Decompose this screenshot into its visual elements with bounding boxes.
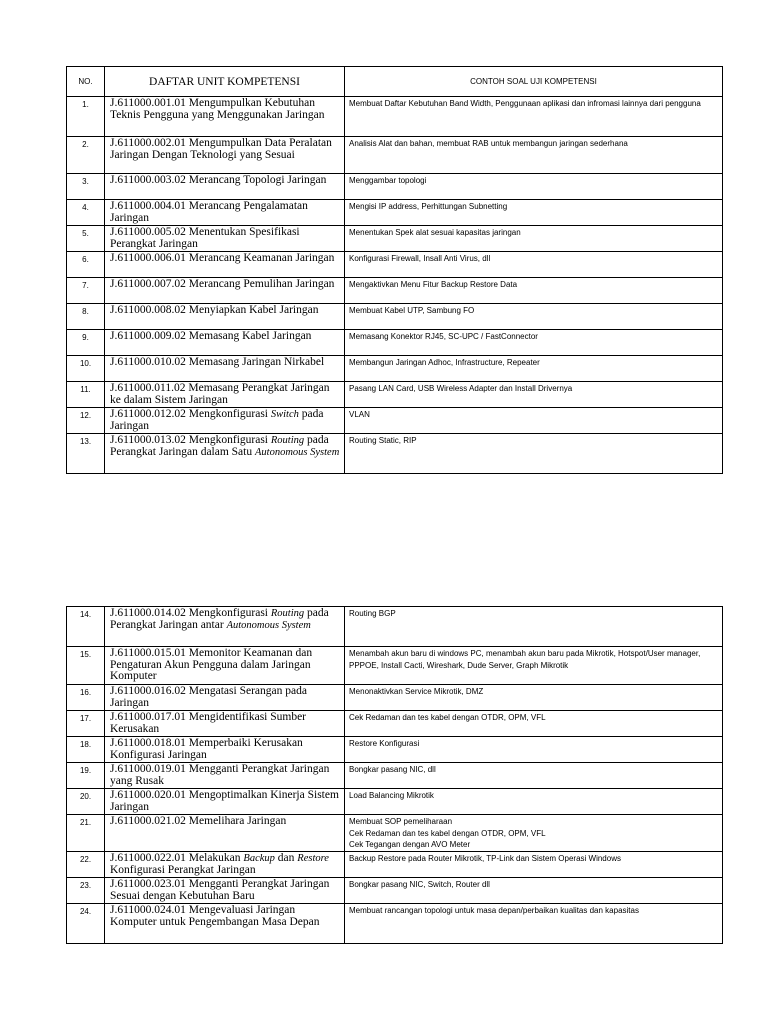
unit-text-part: dan [274, 852, 298, 864]
table-row [67, 97, 723, 137]
contoh-soal-cell: Cek Redaman dan tes kabel dengan OTDR, OPM, VFL [345, 711, 723, 737]
unit-kompetensi-cell: J.611000.020.01 Mengoptimalkan Kinerja Sistem Jaringan [105, 789, 345, 815]
row-number: 14. [67, 607, 105, 647]
table-row [67, 408, 723, 434]
contoh-soal-cell: Menonaktivkan Service Mikrotik, DMZ [345, 685, 723, 711]
table-row [67, 647, 723, 685]
table-row [67, 200, 723, 226]
contoh-soal-cell: Mengisi IP address, Perhittungan Subnetting [345, 200, 723, 226]
row-number: 19. [67, 763, 105, 789]
row-number: 5. [67, 226, 105, 252]
contoh-soal-cell: Membuat rancangan topologi untuk masa depan/perbaikan kualitas dan kapasitas [345, 904, 723, 944]
table-row [67, 137, 723, 174]
contoh-soal-cell: Memasang Konektor RJ45, SC-UPC / FastConnector [345, 330, 723, 356]
table-header-row [67, 67, 723, 97]
unit-term-italic: Routing [270, 435, 305, 446]
table-row [67, 226, 723, 252]
contoh-soal-cell: Mengaktivkan Menu Fitur Backup Restore Data [345, 278, 723, 304]
table-row [67, 711, 723, 737]
unit-term-italic: Backup [243, 853, 275, 864]
unit-kompetensi-cell: J.611000.018.01 Memperbaiki Kerusakan Konfigurasi Jaringan [105, 737, 345, 763]
unit-text-part: pada Jaringan [110, 408, 324, 432]
table-row [67, 815, 723, 852]
unit-kompetensi-cell: J.611000.001.01 Mengumpulkan Kebutuhan Teknis Pengguna yang Menggunakan Jaringan [105, 97, 345, 137]
unit-kompetensi-cell: J.611000.024.01 Mengevaluasi Jaringan Komputer untuk Pengembangan Masa Depan [105, 904, 345, 944]
row-number: 4. [67, 200, 105, 226]
unit-kompetensi-cell: J.611000.006.01 Merancang Keamanan Jaringan [105, 252, 345, 278]
unit-text-part: pada Perangkat Jaringan dalam Satu [110, 434, 329, 458]
table-row [67, 878, 723, 904]
contoh-soal-cell: Backup Restore pada Router Mikrotik, TP-Link dan Sistem Operasi Windows [345, 852, 723, 878]
unit-kompetensi-cell: J.611000.016.02 Mengatasi Serangan pada Jaringan [105, 685, 345, 711]
contoh-soal-cell [345, 815, 723, 852]
row-number: 10. [67, 356, 105, 382]
unit-term-italic: Autonomous System [255, 446, 340, 458]
contoh-soal-cell: Bongkar pasang NIC, Switch, Router dll [345, 878, 723, 904]
competency-table-2 [66, 606, 723, 944]
unit-kompetensi-cell: J.611000.007.02 Merancang Pemulihan Jaringan [105, 278, 345, 304]
unit-term-italic: Routing [270, 608, 305, 619]
unit-kompetensi-cell: J.611000.002.01 Mengumpulkan Data Peralatan Jaringan Dengan Teknologi yang Sesuai [105, 137, 345, 174]
table-row [67, 737, 723, 763]
unit-kompetensi-cell: J.611000.021.02 Memelihara Jaringan [105, 815, 345, 852]
row-number: 1. [67, 97, 105, 137]
contoh-soal-cell: Menambah akun baru di windows PC, menambah akun baru pada Mikrotik, Hotspot/User manager, PPPOE, Install Cacti, Wireshark, Dude Server, Graph Mikrotik [345, 647, 723, 685]
contoh-soal-cell: Routing BGP [345, 607, 723, 647]
row-number: 6. [67, 252, 105, 278]
competency-table-1 [66, 66, 723, 474]
unit-text-part: J.611000.022.01 Melakukan [110, 852, 244, 864]
unit-kompetensi-cell: J.611000.003.02 Merancang Topologi Jaringan [105, 174, 345, 200]
row-number: 20. [67, 789, 105, 815]
table-2-body [67, 607, 723, 944]
table-1-body [67, 97, 723, 474]
unit-kompetensi-cell [105, 408, 345, 434]
row-number: 16. [67, 685, 105, 711]
unit-text-part: J.611000.013.02 Mengkonfigurasi [110, 434, 271, 446]
unit-term-italic: Restore [297, 853, 329, 864]
table-row [67, 685, 723, 711]
row-number: 23. [67, 878, 105, 904]
contoh-soal-cell: Bongkar pasang NIC, dll [345, 763, 723, 789]
unit-kompetensi-cell: J.611000.008.02 Menyiapkan Kabel Jaringan [105, 304, 345, 330]
row-number: 24. [67, 904, 105, 944]
unit-kompetensi-cell [105, 434, 345, 474]
table-row [67, 607, 723, 647]
soal-line: Cek Tegangan dengan AVO Meter [349, 840, 471, 849]
row-number: 8. [67, 304, 105, 330]
unit-kompetensi-cell: J.611000.010.02 Memasang Jaringan Nirkabel [105, 356, 345, 382]
contoh-soal-cell: Membangun Jaringan Adhoc, Infrastructure, Repeater [345, 356, 723, 382]
unit-kompetensi-cell [105, 607, 345, 647]
row-number: 12. [67, 408, 105, 434]
unit-kompetensi-cell: J.611000.004.01 Merancang Pengalamatan Jaringan [105, 200, 345, 226]
row-number: 17. [67, 711, 105, 737]
contoh-soal-cell: Membuat Kabel UTP, Sambung FO [345, 304, 723, 330]
contoh-soal-cell: VLAN [345, 408, 723, 434]
unit-text-part: J.611000.012.02 Mengkonfigurasi [110, 408, 271, 420]
contoh-soal-cell: Analisis Alat dan bahan, membuat RAB untuk membangun jaringan sederhana [345, 137, 723, 174]
table-row [67, 304, 723, 330]
contoh-soal-cell: Membuat Daftar Kebutuhan Band Width, Penggunaan aplikasi dan infromasi lainnya dari pengguna [345, 97, 723, 137]
table-row [67, 434, 723, 474]
contoh-soal-cell: Menggambar topologi [345, 174, 723, 200]
unit-text-part: Konfigurasi Perangkat Jaringan [110, 863, 256, 876]
unit-kompetensi-cell: J.611000.015.01 Memonitor Keamanan dan Pengaturan Akun Pengguna dalam Jaringan Komputer [105, 647, 345, 685]
unit-kompetensi-cell: J.611000.019.01 Mengganti Perangkat Jaringan yang Rusak [105, 763, 345, 789]
table-row [67, 174, 723, 200]
header-contoh-soal: CONTOH SOAL UJI KOMPETENSI [345, 67, 723, 97]
contoh-soal-cell: Routing Static, RIP [345, 434, 723, 474]
unit-text-part: pada Perangkat Jaringan antar [110, 607, 329, 631]
table-row [67, 252, 723, 278]
unit-text-part: J.611000.014.02 Mengkonfigurasi [110, 607, 271, 619]
table-row [67, 330, 723, 356]
contoh-soal-cell: Konfigurasi Firewall, Insall Anti Virus, dll [345, 252, 723, 278]
table-row [67, 789, 723, 815]
row-number: 9. [67, 330, 105, 356]
unit-kompetensi-cell: J.611000.017.01 Mengidentifikasi Sumber Kerusakan [105, 711, 345, 737]
row-number: 21. [67, 815, 105, 852]
unit-kompetensi-cell: J.611000.009.02 Memasang Kabel Jaringan [105, 330, 345, 356]
unit-kompetensi-cell: J.611000.011.02 Memasang Perangkat Jaringan ke dalam Sistem Jaringan [105, 382, 345, 408]
contoh-soal-cell: Pasang LAN Card, USB Wireless Adapter dan Install Drivernya [345, 382, 723, 408]
row-number: 2. [67, 137, 105, 174]
row-number: 3. [67, 174, 105, 200]
row-number: 15. [67, 647, 105, 685]
unit-kompetensi-cell: J.611000.023.01 Mengganti Perangkat Jaringan Sesuai dengan Kebutuhan Baru [105, 878, 345, 904]
row-number: 18. [67, 737, 105, 763]
table-row [67, 278, 723, 304]
unit-kompetensi-cell [105, 852, 345, 878]
unit-term-italic: Switch [270, 409, 299, 420]
contoh-soal-cell: Restore Konfigurasi [345, 737, 723, 763]
soal-line: Cek Redaman dan tes kabel dengan OTDR, OPM, VFL [349, 828, 546, 838]
row-number: 11. [67, 382, 105, 408]
row-number: 7. [67, 278, 105, 304]
table-row [67, 356, 723, 382]
unit-kompetensi-cell: J.611000.005.02 Menentukan Spesifikasi Perangkat Jaringan [105, 226, 345, 252]
row-number: 13. [67, 434, 105, 474]
unit-term-italic: Autonomous System [226, 619, 311, 631]
table-row [67, 382, 723, 408]
contoh-soal-cell: Menentukan Spek alat sesuai kapasitas jaringan [345, 226, 723, 252]
table-row [67, 904, 723, 944]
soal-line: Membuat SOP pemeliharaan [349, 817, 453, 826]
header-no: NO. [67, 67, 105, 97]
table-row [67, 852, 723, 878]
header-unit-kompetensi: DAFTAR UNIT KOMPETENSI [105, 67, 345, 97]
contoh-soal-cell: Load Balancing Mikrotik [345, 789, 723, 815]
table-row [67, 763, 723, 789]
row-number: 22. [67, 852, 105, 878]
